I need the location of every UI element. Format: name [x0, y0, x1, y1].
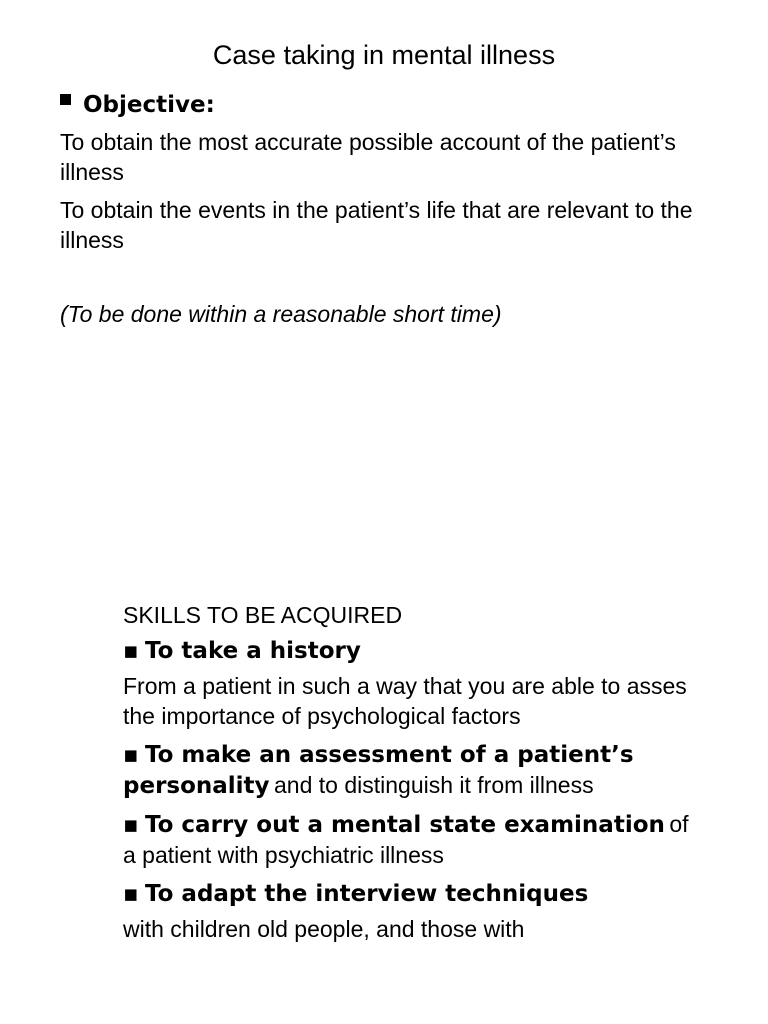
- small-square-bullet-icon: ▪: [123, 742, 139, 768]
- time-note: (To be done within a reasonable short time): [60, 301, 502, 327]
- skill-title: To adapt the interview techniques: [144, 881, 589, 907]
- small-square-bullet-icon: ▪: [123, 812, 139, 838]
- small-square-bullet-icon: ▪: [123, 881, 139, 907]
- skill-title: To carry out a mental state examination: [144, 812, 665, 838]
- skill-title: To make an assessment of a patient’s personality: [123, 742, 634, 799]
- skill-description: From a patient in such a way that you are able to asses the importance of psychological factors: [123, 673, 687, 729]
- objective-heading: Objective:: [83, 92, 215, 118]
- skill-title: To take a history: [144, 638, 361, 664]
- skill-description: and to distinguish it from illness: [274, 772, 594, 798]
- skill-description: of a patient with psychiatric illness: [123, 811, 689, 868]
- skill-item: [123, 635, 703, 731]
- skill-item: [123, 878, 703, 944]
- skill-item: [123, 739, 703, 801]
- square-bullet-icon: [60, 94, 71, 105]
- objective-paragraph: To obtain the most accurate possible account of the patient’s illness: [60, 129, 676, 185]
- objective-paragraph: To obtain the events in the patient’s life that are relevant to the illness: [60, 197, 693, 253]
- document-title: Case taking in mental illness: [212, 40, 556, 70]
- skill-description: with children old people, and those with: [123, 916, 525, 942]
- small-square-bullet-icon: ▪: [123, 638, 139, 664]
- skills-heading: SKILLS TO BE ACQUIRED: [123, 602, 403, 628]
- skills-section: [123, 600, 703, 952]
- objective-heading-row: [60, 88, 215, 121]
- skill-item: [123, 809, 703, 870]
